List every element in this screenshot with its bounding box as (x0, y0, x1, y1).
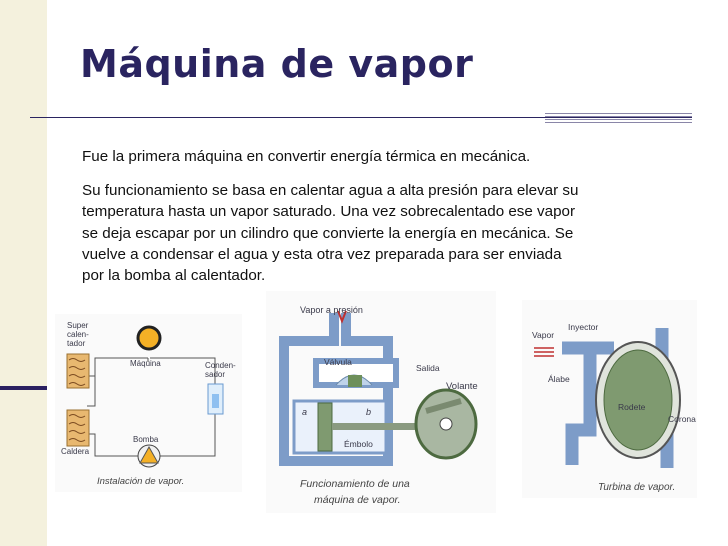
body-line: temperatura hasta un vapor saturado. Una vez sobrecalentado ese vapor (82, 203, 576, 221)
svg-text:Álabe: Álabe (548, 374, 570, 384)
svg-text:Salida: Salida (416, 363, 440, 373)
engine-symbol-icon (138, 327, 160, 349)
intro-paragraph: Fue la primera máquina en convertir energía térmica en mecánica. (82, 148, 531, 165)
svg-text:b: b (366, 407, 372, 417)
turbine-figure (522, 300, 697, 498)
svg-text:Rodete: Rodete (618, 402, 646, 412)
body-line: se deja escapar por un cilindro que convierte la energía en mecánica. Se (82, 224, 574, 242)
svg-text:sador: sador (205, 370, 226, 379)
svg-text:Émbolo: Émbolo (344, 439, 373, 449)
svg-text:Instalación de vapor.: Instalación de vapor. (97, 476, 185, 487)
slide-title: Máquina de vapor (80, 42, 474, 86)
svg-text:Vapor a presión: Vapor a presión (300, 305, 363, 315)
svg-text:Corona: Corona (668, 414, 696, 424)
svg-text:Conden-: Conden- (205, 361, 236, 370)
svg-text:a: a (302, 407, 308, 417)
svg-text:Inyector: Inyector (568, 322, 599, 332)
title-divider-block (545, 113, 692, 123)
svg-text:Funcionamiento de una: Funcionamiento de una (300, 478, 410, 490)
svg-text:Super: Super (67, 321, 89, 330)
installation-figure (55, 314, 242, 492)
svg-text:Válvula: Válvula (324, 357, 352, 367)
left-decor-stripe (0, 0, 47, 546)
left-decor-accent (0, 386, 47, 390)
body-line: por la bomba al calentador. (82, 267, 266, 285)
svg-text:máquina de vapor.: máquina de vapor. (314, 494, 401, 506)
body-paragraph (82, 180, 682, 286)
body-line: vuelve a condensar el agua y esta otra vez preparada para ser enviada (82, 245, 562, 263)
svg-text:calen-: calen- (67, 330, 89, 339)
svg-text:Vapor: Vapor (532, 330, 555, 340)
body-line: Su funcionamiento se basa en calentar agua a alta presión para elevar su (82, 182, 579, 199)
svg-text:tador: tador (67, 339, 86, 348)
svg-text:Caldera: Caldera (61, 447, 90, 456)
svg-text:Turbina de vapor.: Turbina de vapor. (598, 482, 676, 493)
svg-text:Máquina: Máquina (130, 359, 161, 368)
svg-text:Volante: Volante (446, 381, 478, 392)
engine-figure (266, 291, 496, 513)
svg-text:Bomba: Bomba (133, 435, 159, 444)
